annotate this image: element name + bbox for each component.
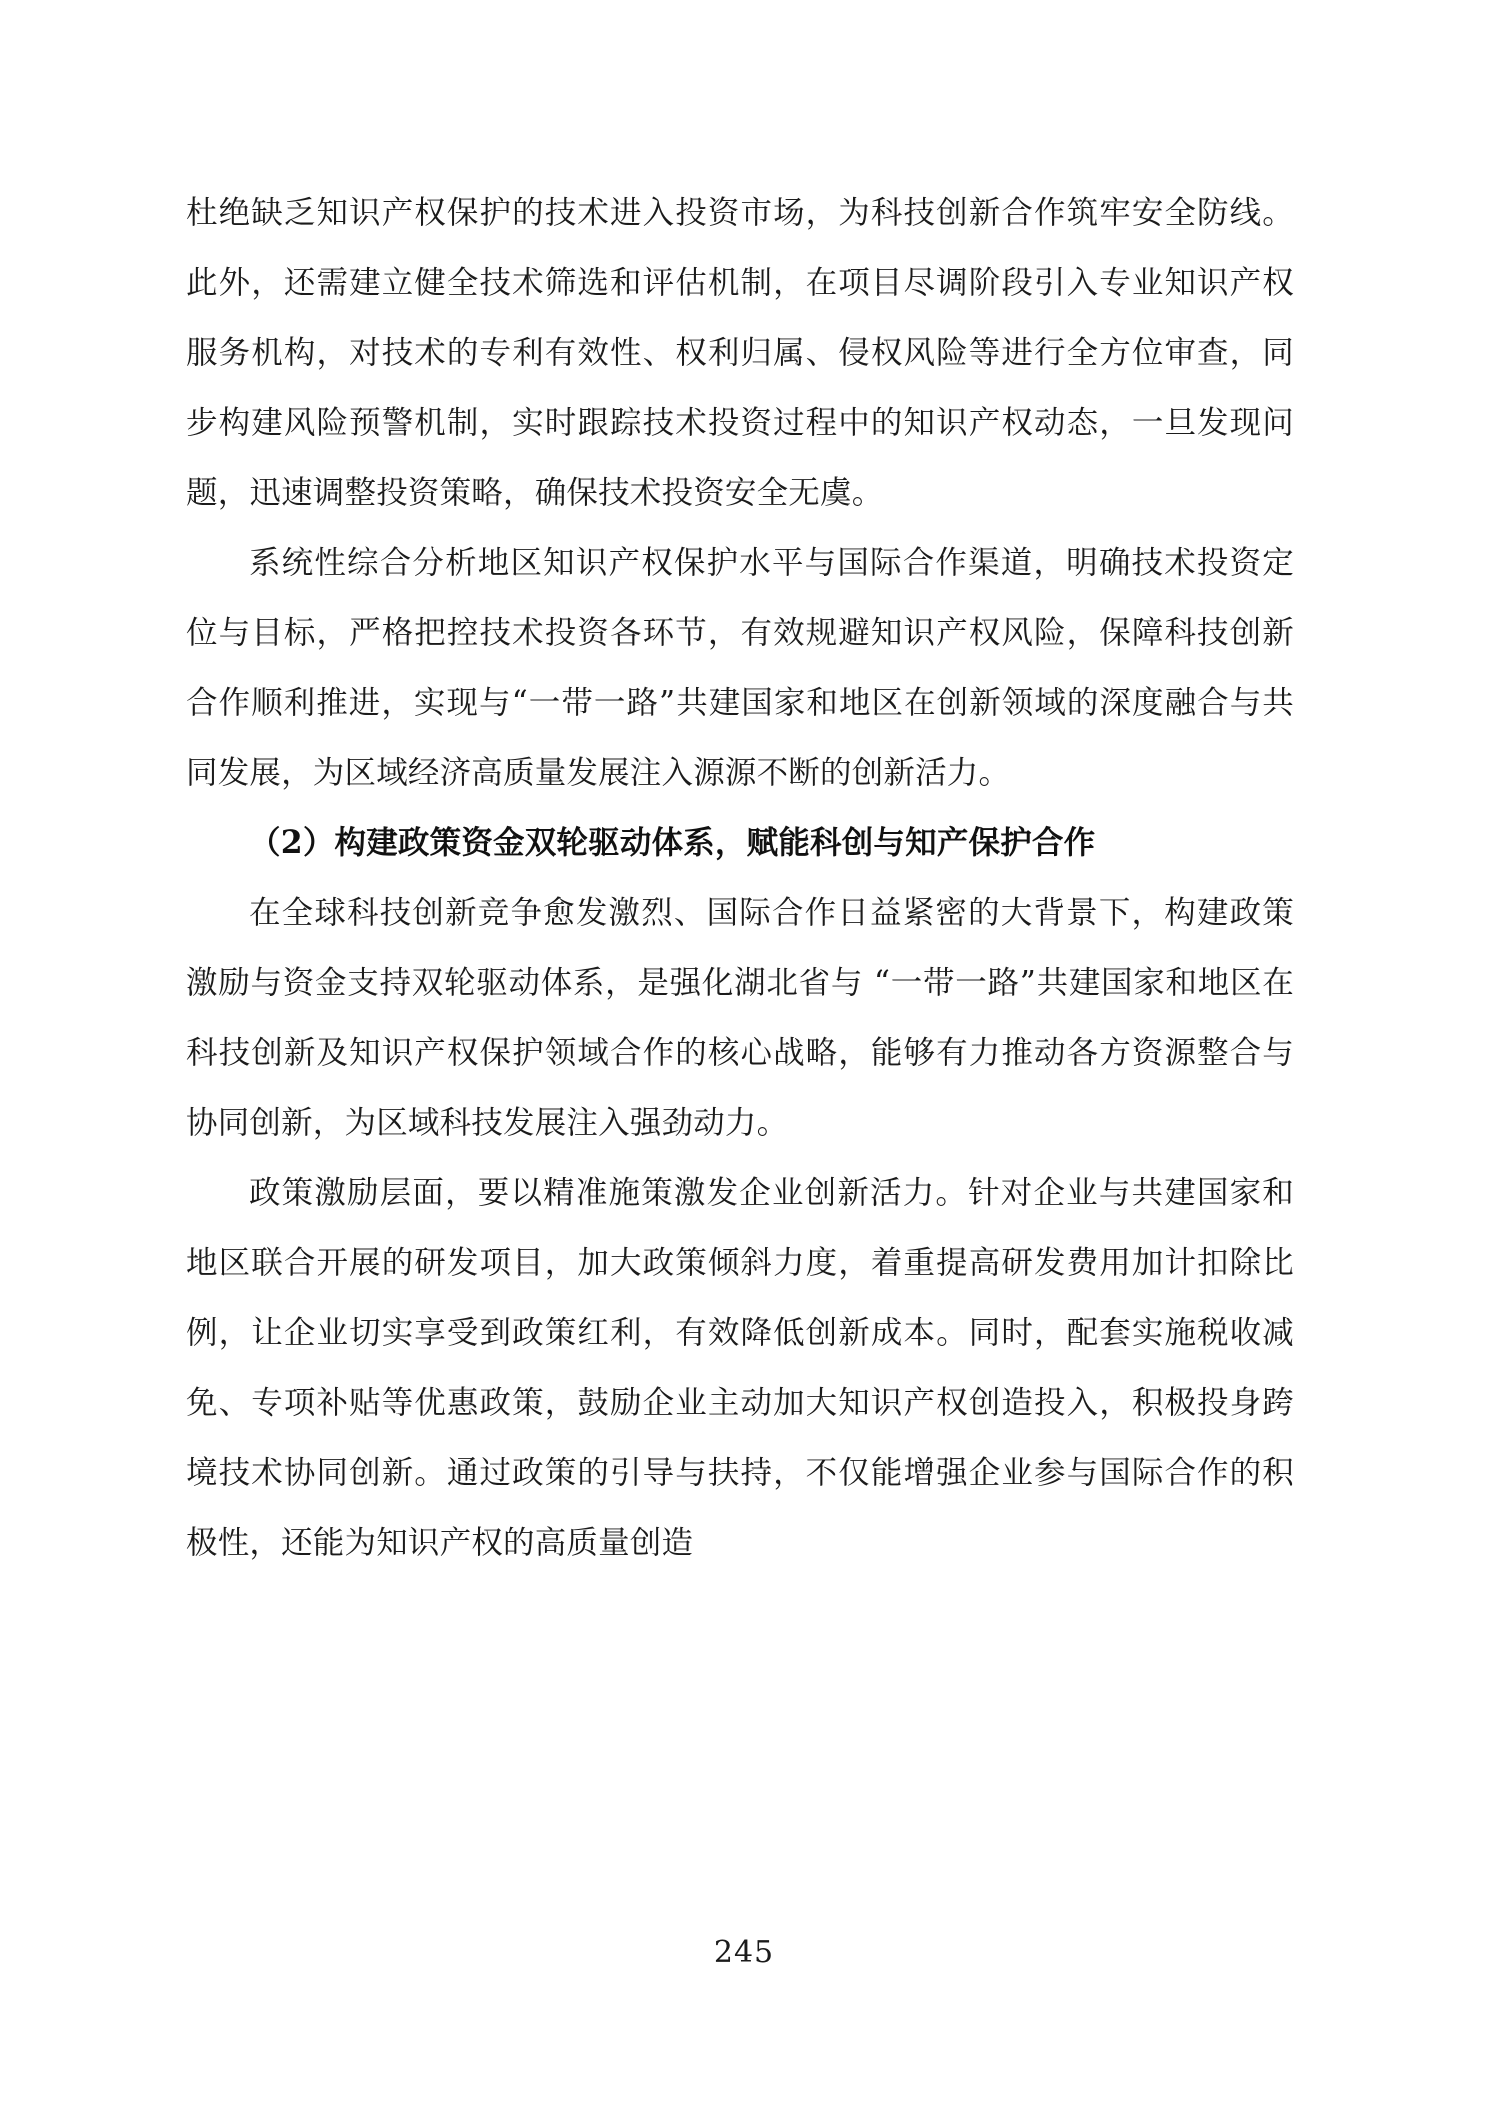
page-number: 245: [713, 1935, 775, 1970]
paragraph-2: 系统性综合分析地区知识产权保护水平与国际合作渠道，明确技术投资定位与目标，严格把控技术投资各环节，有效规避知识产权风险，保障科技创新合作顺利推进，实现与“一带一路”共建国家和地区在创新领域的深度融合与共同发展，为区域经济高质量发展注入源源不断的创新活力。: [186, 545, 1294, 791]
page-body: [186, 178, 1294, 1578]
paragraph-3: 在全球科技创新竞争愈发激烈、国际合作日益紧密的大背景下，构建政策激励与资金支持双轮驱动体系，是强化湖北省与 “一带一路”共建国家和地区在科技创新及知识产权保护领域合作的核心战略，能够有力推动各方资源整合与协同创新，为区域科技发展注入强劲动力。: [186, 895, 1294, 1141]
section-heading: （2）构建政策资金双轮驱动体系，赋能科创与知产保护合作: [249, 824, 1096, 861]
paragraph-4: 政策激励层面，要以精准施策激发企业创新活力。针对企业与共建国家和地区联合开展的研发项目，加大政策倾斜力度，着重提高研发费用加计扣除比例，让企业切实享受到政策红利，有效降低创新成本。同时，配套实施税收减免、专项补贴等优惠政策，鼓励企业主动加大知识产权创造投入，积极投身跨境技术协同创新。通过政策的引导与扶持，不仅能增强企业参与国际合作的积极性，还能为知识产权的高质量创造: [186, 1175, 1294, 1561]
paragraph-1: 杜绝缺乏知识产权保护的技术进入投资市场，为科技创新合作筑牢安全防线。此外，还需建立健全技术筛选和评估机制，在项目尽调阶段引入专业知识产权服务机构，对技术的专利有效性、权利归属、侵权风险等进行全方位审查，同步构建风险预警机制，实时跟踪技术投资过程中的知识产权动态，一旦发现问题，迅速调整投资策略，确保技术投资安全无虞。: [186, 195, 1294, 511]
